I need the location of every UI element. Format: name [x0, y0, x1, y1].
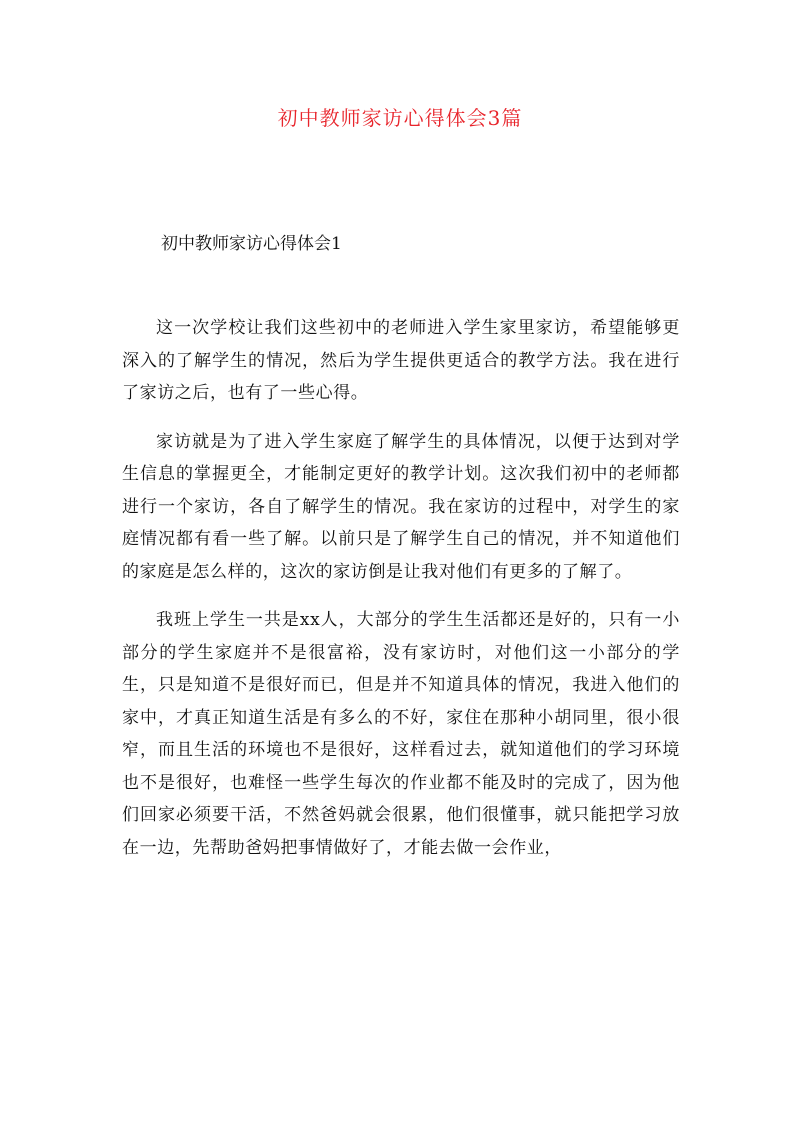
paragraph-2: 家访就是为了进入学生家庭了解学生的具体情况，以便于达到对学生信息的掌握更全，才能制定更好的教学计划。这次我们初中的老师都进行一个家访，各自了解学生的情况。我在家访的过程中，对学生的家庭情况都有看一些了解。以前只是了解学生自己的情况，并不知道他们的家庭是怎么样的，这次的家访倒是让我对他们有更多的了解了。: [122, 431, 680, 582]
paragraph-1: 这一次学校让我们这些初中的老师进入学生家里家访，希望能够更深入的了解学生的情况，然后为学生提供更适合的教学方法。我在进行了家访之后，也有了一些心得。: [122, 318, 680, 403]
paragraph-3: 我班上学生一共是xx人，大部分的学生生活都还是好的，只有一小部分的学生家庭并不是很富裕，没有家访时，对他们这一小部分的学生，只是知道不是很好而已，但是并不知道具体的情况，我进入他们的家中，才真正知道生活是有多么的不好，家住在那种小胡同里，很小很窄，而且生活的环境也不是很好，这样看过去，就知道他们的学习环境也不是很好，也难怪一些学生每次的作业都不能及时的完成了，因为他们回家必须要干活，不然爸妈就会很累，他们很懂事，就只能把学习放在一边，先帮助爸妈把事情做好了，才能去做一会作业，: [122, 610, 680, 858]
section-heading: 初中教师家访心得体会1: [161, 234, 342, 254]
document-title: 初中教师家访心得体会3篇: [277, 106, 523, 130]
document-body: [122, 312, 680, 880]
